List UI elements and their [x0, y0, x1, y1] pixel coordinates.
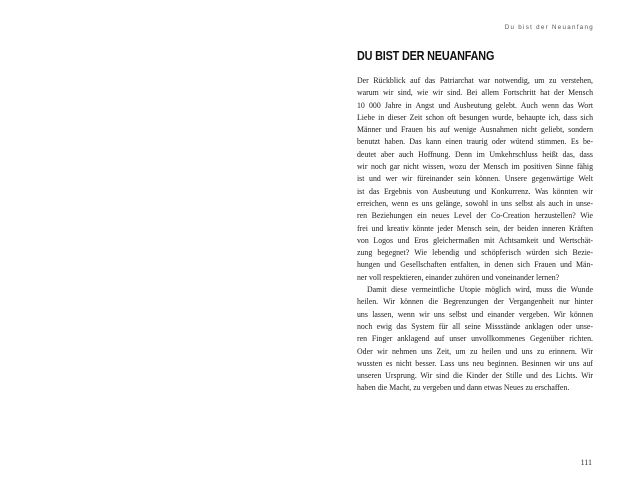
text-line: hungen und Gesellschaften entfalten, in denen sich Frauen und Män-: [357, 260, 593, 270]
text-line: haben die Macht, zu vergeben und dann etwas Neues zu erschaffen.: [357, 383, 570, 393]
paragraph-1: [357, 75, 593, 284]
text-line: noch ewig das System für all seine Missstände anklagen oder unse-: [357, 321, 593, 331]
text-line: von Logos und Eros gleichermaßen mit Achtsamkeit und Wertschät-: [357, 235, 593, 245]
text-line: ist und wer wir füreinander sein können. Unsere gegenwärtige Welt: [357, 174, 593, 184]
paragraph-2: [357, 284, 593, 395]
right-page: [320, 0, 640, 498]
text-line: benutzt haben. Das kann einen traurig oder wütend stimmen. Es be-: [357, 137, 593, 147]
text-line: ist das Ergebnis von Ausbeutung und Konkurrenz. Was könnten wir: [357, 186, 593, 196]
text-line: wussten es nicht besser. Lass uns neu beginnen. Besinnen wir uns auf: [357, 358, 593, 368]
text-line: Oder wir nehmen uns Zeit, um zu heilen und uns zu erinnern. Wir: [357, 346, 593, 356]
text-line: 10 000 Jahre in Angst und Ausbeutung gelebt. Auch wenn das Wort: [357, 100, 593, 110]
text-line: Der Rückblick auf das Patriarchat war notwendig, um zu verstehen,: [357, 76, 593, 85]
text-line: wir noch gar nicht wissen, wozu der Mensch im positiven Sinne fähig: [357, 162, 593, 172]
text-line: erreichen, wenn es uns gelänge, sowohl in uns selbst als auch in unse-: [357, 198, 593, 208]
text-line: ner voll respektieren, einander zuhören und voneinander lernen?: [357, 272, 560, 282]
text-line: uns lassen, wenn wir uns selbst und einander vergeben. Wir können: [357, 309, 593, 319]
text-line: deutet aber auch Hoffnung. Denn im Umkehrschluss heißt das, dass: [357, 149, 593, 159]
chapter-title: DU BIST DER NEUANFANG: [357, 49, 495, 63]
text-line: Damit diese vermeintliche Utopie möglich wird, muss die Wunde: [367, 285, 593, 295]
text-line: heilen. Wir können die Begrenzungen der Vergangenheit nur hinter: [357, 297, 593, 307]
text-line: frei und kreativ könnte jeder Mensch sein, der beiden inneren Kräften: [357, 223, 593, 233]
text-line: ren Beziehungen ein neues Level der Co-Creation herzustellen? Wie: [357, 211, 593, 221]
text-line: ren Finger anklagend auf unser unvollkommenes Gegenüber richten.: [357, 334, 593, 344]
text-line: zung begegnet? Wie lebendig und schöpferisch würden sich Bezie-: [357, 248, 593, 258]
body-text: [357, 75, 593, 395]
text-line: warum wir sind, wie wir sind. Bei allem Fortschritt hat der Mensch: [357, 88, 593, 98]
running-header: Du bist der Neuanfang: [504, 24, 594, 31]
text-line: Liebe in dieser Zeit schon oft besungen wurde, behaupte ich, dass sich: [357, 112, 593, 122]
text-line: Männer und Frauen bis auf wenige Ausnahmen nicht geliebt, sondern: [357, 125, 593, 135]
text-line: unseren Ursprung. Wir sind die Kinder der Stille und des Lichts. Wir: [357, 371, 593, 381]
page-number: 111: [580, 458, 592, 467]
